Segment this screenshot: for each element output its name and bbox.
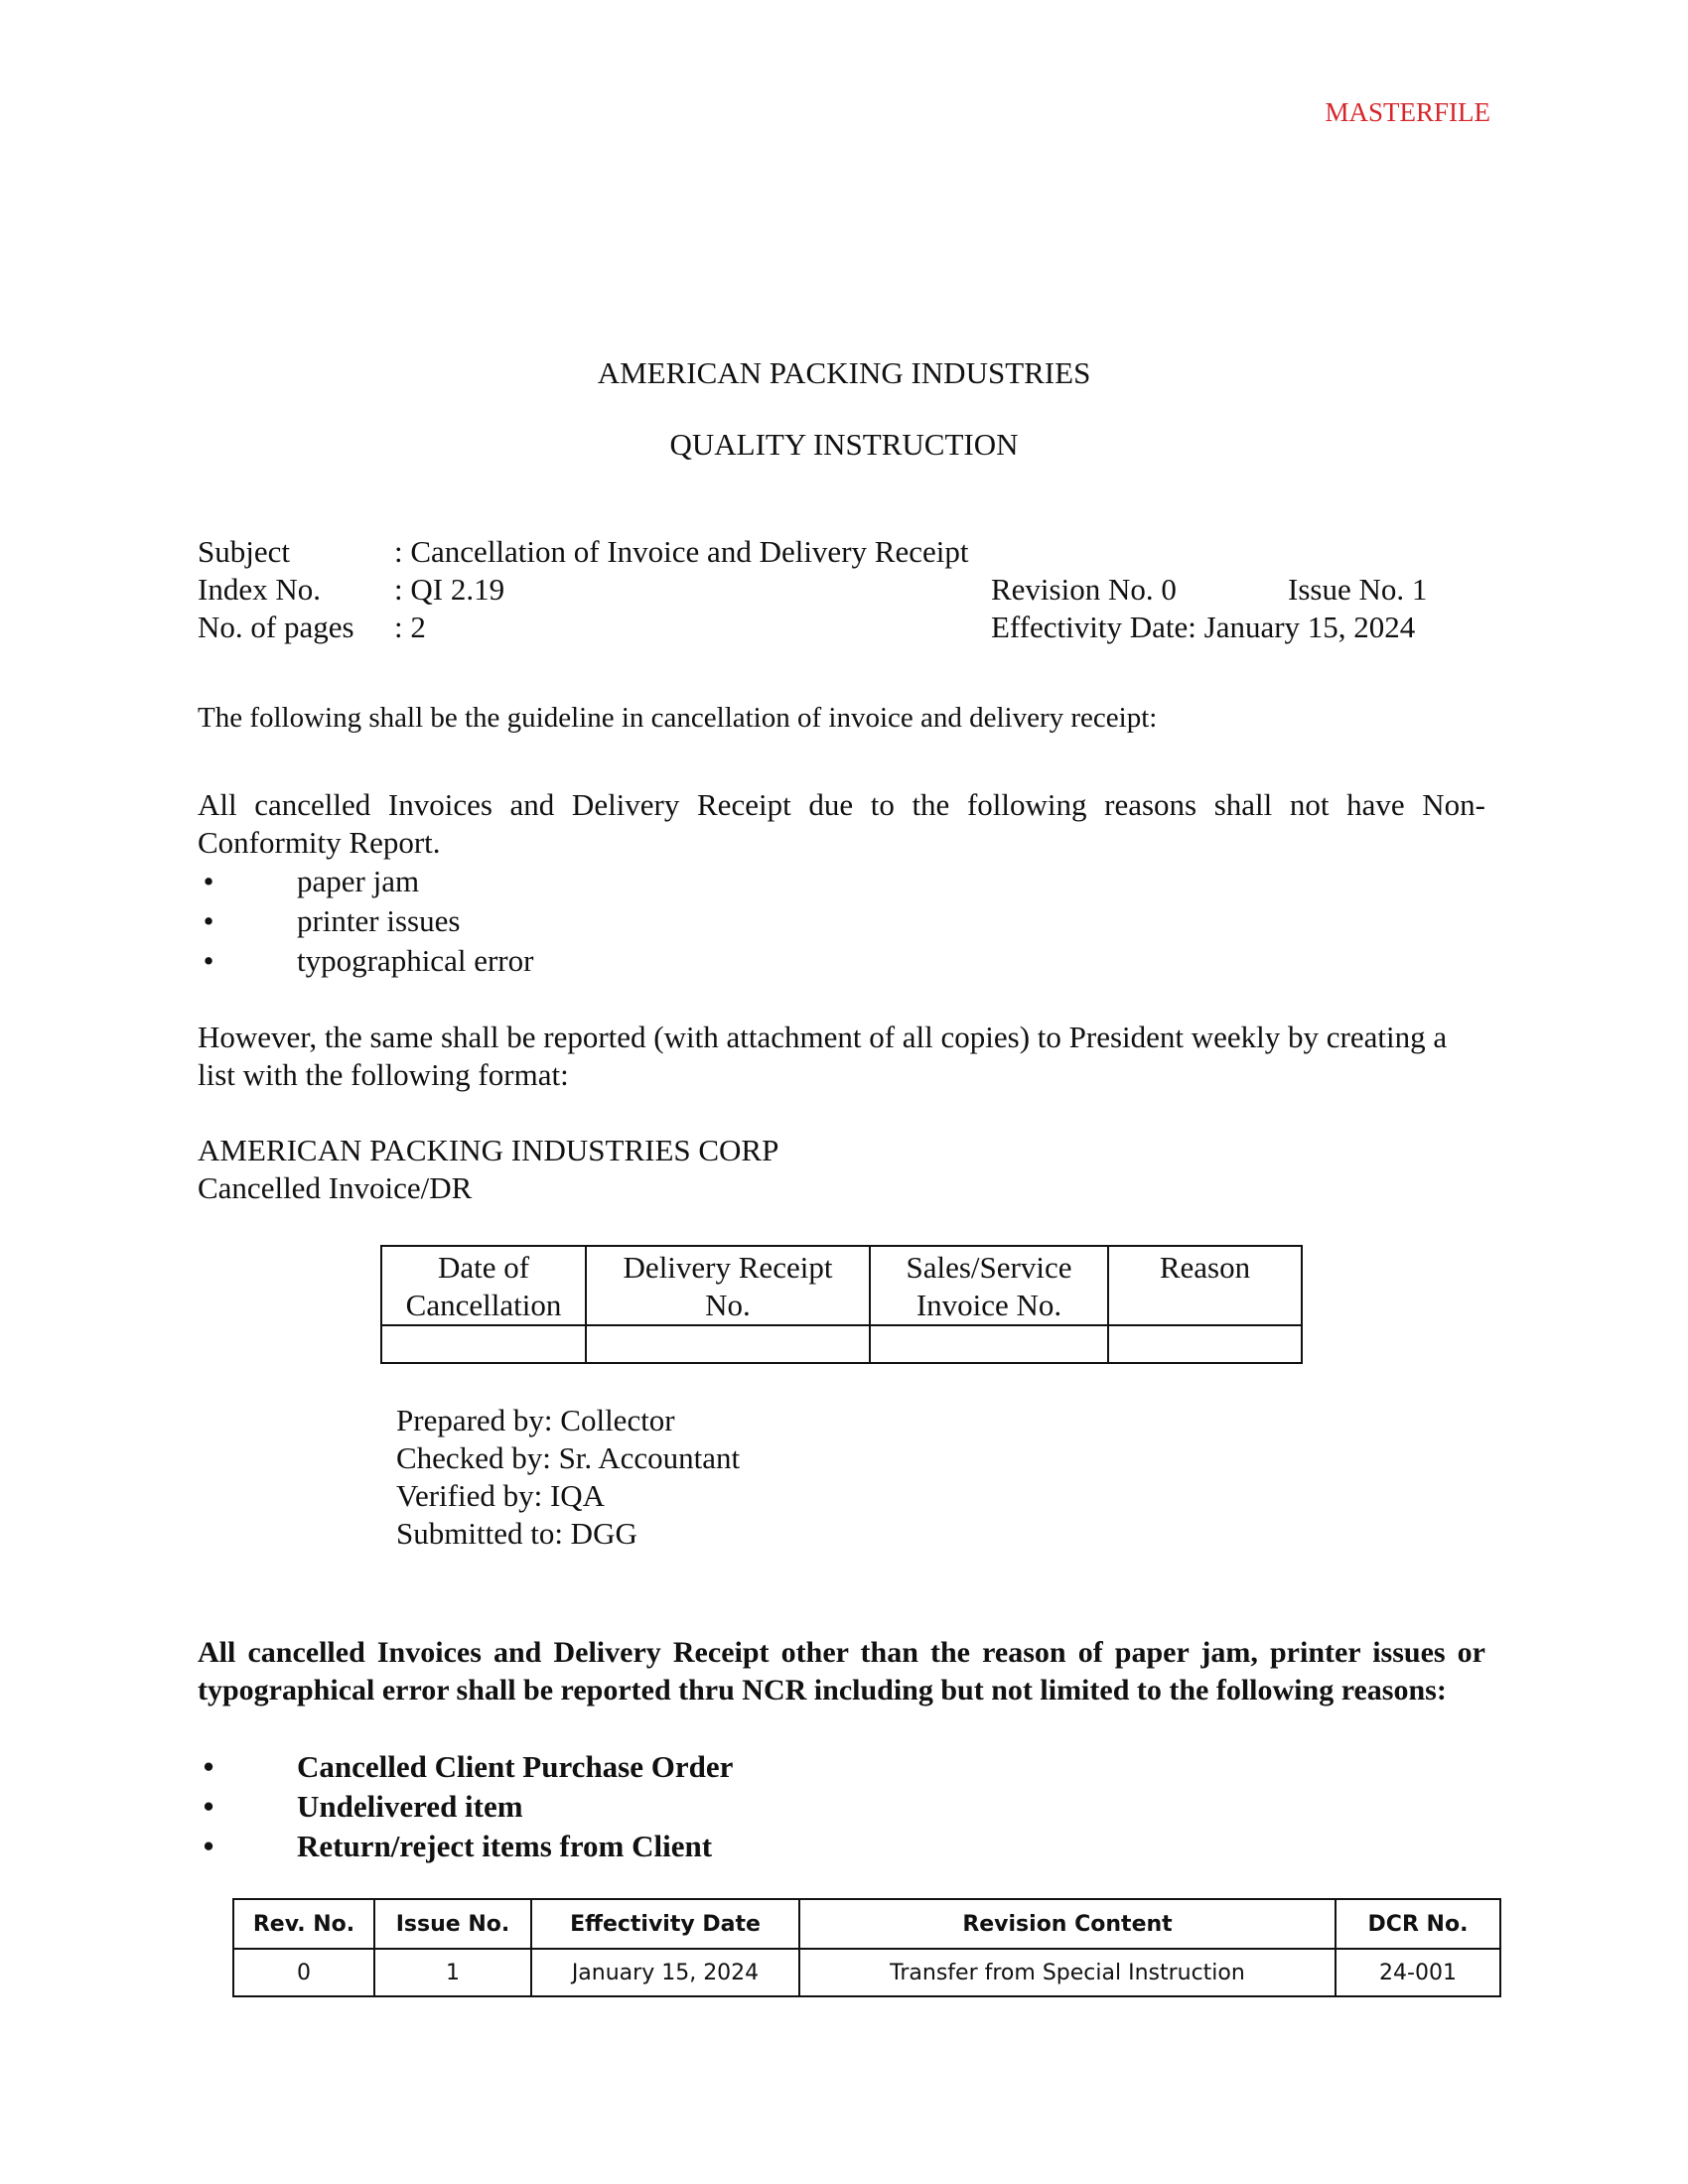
- pages-value: : 2: [394, 610, 426, 644]
- header-effectivity-date: Effectivity Date: [531, 1899, 799, 1949]
- subject-label: Subject: [198, 534, 290, 569]
- list-item: • paper jam: [198, 862, 793, 901]
- list-subtitle: Cancelled Invoice/DR: [198, 1170, 473, 1205]
- list-item: • printer issues: [198, 901, 793, 941]
- section1-bullet-list: [198, 862, 793, 981]
- bullet-icon: •: [203, 864, 214, 898]
- effectivity-date: Effectivity Date: January 15, 2024: [991, 610, 1416, 644]
- list-company: AMERICAN PACKING INDUSTRIES CORP: [198, 1133, 779, 1167]
- cell-revision-content: Transfer from Special Instruction: [799, 1949, 1336, 1996]
- index-value: : QI 2.19: [394, 572, 505, 607]
- bullet-icon: •: [203, 1829, 214, 1863]
- revision-history-table: [232, 1898, 1501, 1997]
- column-date-of-cancellation: Date of Cancellation: [381, 1246, 586, 1325]
- checked-by: Checked by: Sr. Accountant: [396, 1440, 741, 1475]
- section2-paragraph: All cancelled Invoices and Delivery Receipt other than the reason of paper jam, printer issues or typographical error shall be reported thru NCR including but not limited to the following reasons:: [198, 1636, 1485, 1706]
- prepared-by: Prepared by: Collector: [396, 1403, 675, 1437]
- bullet-icon: •: [203, 1789, 214, 1824]
- bullet-icon: •: [203, 1749, 214, 1784]
- document-info: [0, 533, 1688, 652]
- header-rev-no: Rev. No.: [233, 1899, 374, 1949]
- header-issue-no: Issue No.: [374, 1899, 531, 1949]
- list-item: • Cancelled Client Purchase Order: [198, 1747, 893, 1787]
- cell-dcr-no: 24-001: [1336, 1949, 1500, 1996]
- list-item: • typographical error: [198, 941, 793, 981]
- cell-issue-no: 1: [374, 1949, 531, 1996]
- bullet-icon: •: [203, 943, 214, 978]
- document-type-title: QUALITY INSTRUCTION: [669, 427, 1019, 462]
- section2-bullet-list: [198, 1747, 893, 1866]
- cell-rev-no: 0: [233, 1949, 374, 1996]
- subject-value: : Cancellation of Invoice and Delivery Receipt: [394, 534, 969, 569]
- header-revision-content: Revision Content: [799, 1899, 1336, 1949]
- table-header-row: [233, 1899, 1500, 1949]
- table-cell: [381, 1325, 586, 1363]
- intro-paragraph: The following shall be the guideline in cancellation of invoice and delivery receipt:: [198, 702, 1158, 734]
- section1-paragraph: All cancelled Invoices and Delivery Receipt due to the following reasons shall not have Non-Conformity Report.: [198, 787, 1485, 860]
- table-header-row: [381, 1246, 1302, 1325]
- cancelled-list-format-table: [380, 1245, 1303, 1364]
- pages-label: No. of pages: [198, 610, 354, 644]
- table-cell: [870, 1325, 1108, 1363]
- issue-number: Issue No. 1: [1288, 572, 1428, 607]
- submitted-to: Submitted to: DGG: [396, 1516, 637, 1551]
- list-item: • Return/reject items from Client: [198, 1827, 893, 1866]
- verified-by: Verified by: IQA: [396, 1478, 606, 1513]
- table-cell: [1108, 1325, 1302, 1363]
- signatories: [396, 1402, 740, 1553]
- revision-number: Revision No. 0: [991, 572, 1177, 607]
- table-row: [233, 1949, 1500, 1996]
- bullet-icon: •: [203, 903, 214, 938]
- index-label: Index No.: [198, 572, 321, 607]
- company-title: AMERICAN PACKING INDUSTRIES: [597, 355, 1091, 390]
- cell-effectivity-date: January 15, 2024: [531, 1949, 799, 1996]
- column-delivery-receipt-no: Delivery Receipt No.: [586, 1246, 870, 1325]
- column-reason: Reason: [1108, 1246, 1302, 1325]
- header-dcr-no: DCR No.: [1336, 1899, 1500, 1949]
- however-paragraph: However, the same shall be reported (with attachment of all copies) to President weekly by creating a list with the following format:: [198, 1020, 1448, 1092]
- list-item: • Undelivered item: [198, 1787, 893, 1827]
- table-row: [381, 1325, 1302, 1363]
- table-cell: [586, 1325, 870, 1363]
- masterfile-stamp: MASTERFILE: [1325, 97, 1490, 127]
- column-sales-service-invoice-no: Sales/Service Invoice No.: [870, 1246, 1108, 1325]
